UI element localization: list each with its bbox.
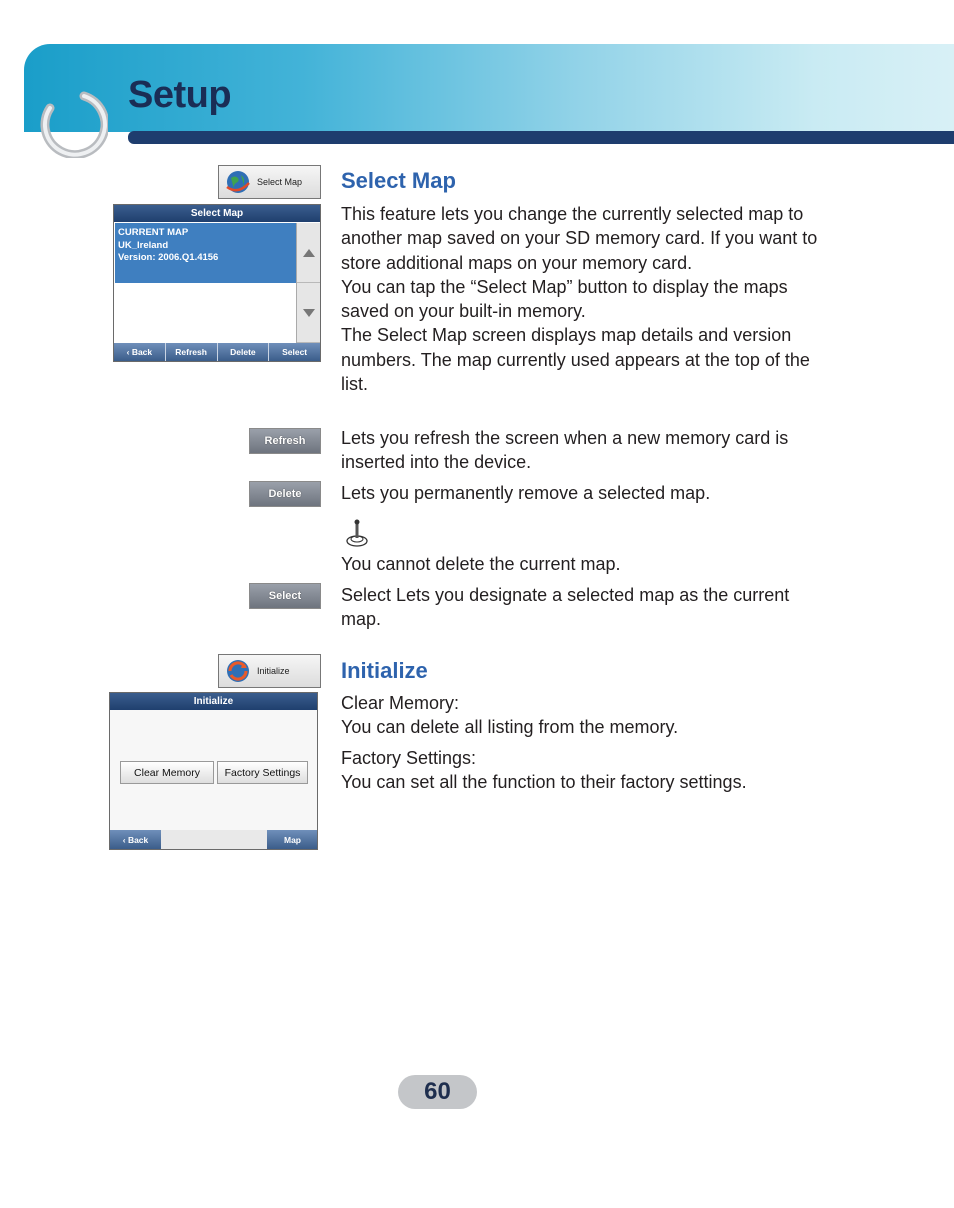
refresh-description: Lets you refresh the screen when a new memory card is inserted into the device. (341, 428, 789, 473)
initialize-back-label: Back (127, 834, 149, 845)
clear-memory-section (341, 691, 831, 740)
note-icon (343, 518, 371, 548)
initialize-icon-button (218, 654, 321, 688)
page-title: Setup (128, 74, 232, 116)
initialize-icon-label: Initialize (257, 666, 290, 676)
delete-button: Delete (249, 481, 321, 507)
header-rule (128, 131, 954, 144)
current-map-version: Version: 2006.Q1.4156 (118, 252, 219, 263)
ring-icon (36, 86, 108, 158)
screen-back-button[interactable]: ‹ Back (114, 343, 166, 361)
screen-delete-button[interactable]: Delete (218, 343, 270, 361)
delete-description: Lets you permanently remove a selected map. (341, 483, 711, 503)
scroll-up-button[interactable] (297, 223, 320, 283)
screen-select-button[interactable]: Select (269, 343, 320, 361)
select-button: Select (249, 583, 321, 609)
select-map-icon-button (218, 165, 321, 199)
select-map-screen (113, 204, 321, 362)
screen-refresh-button[interactable]: Refresh (166, 343, 218, 361)
factory-settings-title: Factory Settings: (341, 748, 477, 768)
arrow-down-icon (303, 309, 315, 317)
refresh-button: Refresh (249, 428, 321, 454)
current-map-name: UK_Ireland (118, 239, 169, 251)
select-map-para-1: This feature lets you change the currently selected map to another map saved on your SD memory card. If you want to store additional maps on your memory card. (341, 204, 818, 273)
select-description: Select Lets you designate a selected map as the current map. (341, 585, 790, 630)
factory-settings-button[interactable]: Factory Settings (217, 761, 308, 784)
scroll-down-button[interactable] (297, 283, 320, 343)
screen-back-label: Back (131, 347, 153, 357)
clear-memory-button[interactable]: Clear Memory (120, 761, 214, 784)
clear-memory-title: Clear Memory: (341, 693, 460, 713)
factory-settings-description: You can set all the function to their factory settings. (341, 772, 747, 793)
current-map-item[interactable] (115, 223, 298, 283)
page-number: 60 (398, 1075, 477, 1109)
select-map-toolbar (114, 343, 320, 361)
initialize-icon (225, 658, 251, 684)
select-map-para-3: The Select Map screen displays map details and version numbers. The map currently used appears at the top of the list. (341, 325, 810, 395)
initialize-back-button[interactable]: ‹ Back (110, 830, 161, 849)
select-map-icon-label: Select Map (257, 177, 303, 187)
map-list-scrollbar[interactable] (296, 223, 320, 345)
initialize-screen (109, 692, 318, 850)
arrow-up-icon (303, 249, 315, 257)
initialize-heading: Initialize (341, 658, 428, 683)
initialize-map-button[interactable]: Map (267, 830, 318, 849)
select-map-heading: Select Map (341, 168, 456, 193)
select-map-para-2: You can tap the “Select Map” button to display the maps saved on your built-in memory. (341, 276, 788, 322)
select-map-screen-title: Select Map (114, 205, 320, 222)
map-list[interactable] (115, 223, 298, 343)
initialize-toolbar (110, 830, 317, 849)
delete-note: You cannot delete the current map. (341, 554, 621, 574)
clear-memory-description: You can delete all listing from the memory. (341, 717, 679, 738)
current-map-label: CURRENT MAP (118, 227, 189, 238)
initialize-screen-title: Initialize (110, 693, 317, 710)
factory-settings-section (341, 746, 831, 795)
select-map-description (341, 202, 831, 396)
globe-icon (225, 169, 251, 195)
